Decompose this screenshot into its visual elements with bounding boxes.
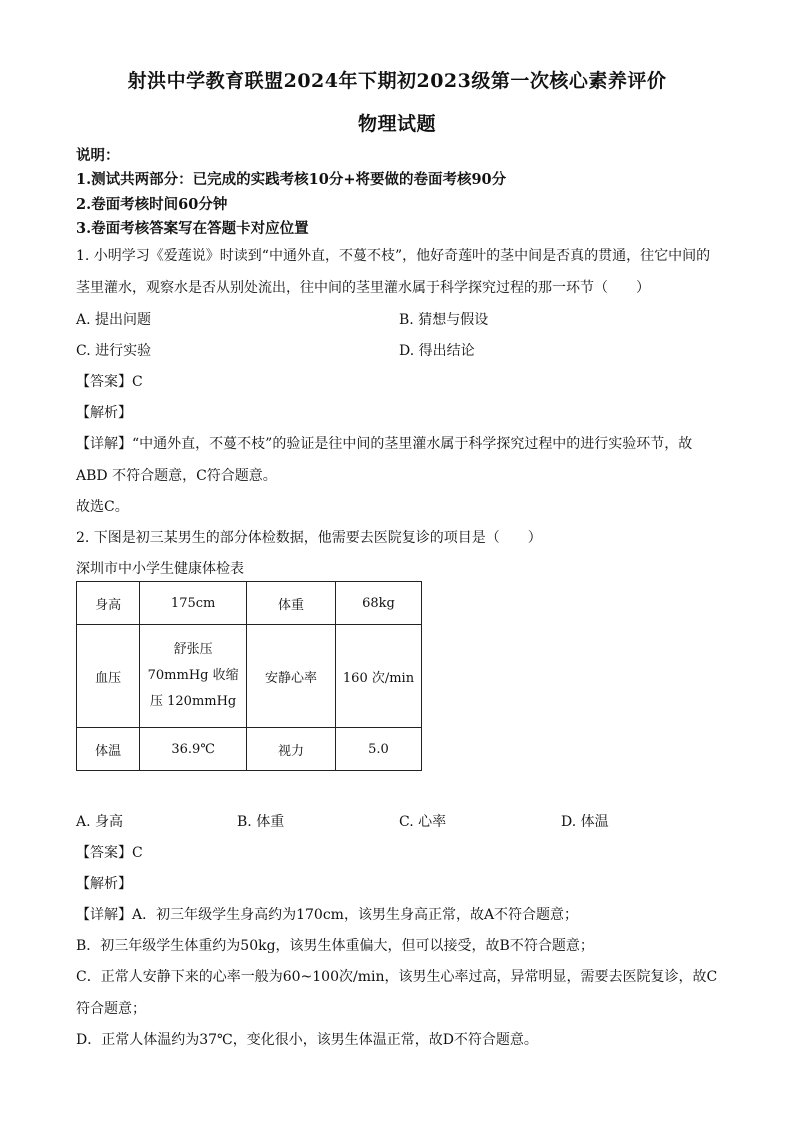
height-label: 身高 <box>77 582 140 625</box>
bp-value-line-1: 舒张压 <box>173 642 213 657</box>
q2-option-d: D. 体温 <box>561 814 609 830</box>
q1-answer: 【答案】C <box>76 374 143 390</box>
table-row <box>77 728 422 771</box>
weight-label: 体重 <box>246 582 335 625</box>
q1-detail-line-2: ABD 不符合题意，C符合题意。 <box>76 468 277 484</box>
blood-pressure-label: 血压 <box>77 625 140 728</box>
q1-analysis-heading: 【解析】 <box>76 405 132 421</box>
exam-subject-title: 物理试题 <box>357 113 436 135</box>
health-check-table <box>76 581 422 771</box>
bp-value-line-3: 压 120mmHg <box>150 694 237 709</box>
blood-pressure-value <box>140 625 247 728</box>
q1-detail-line-1: 【详解】“中通外直，不蔓不枝”的验证是往中间的茎里灌水属于科学探究过程中的进行实验环节，故 <box>76 436 693 452</box>
q1-option-d: D. 得出结论 <box>399 343 475 359</box>
q2-option-c: C. 心率 <box>399 814 447 830</box>
table-row <box>77 582 422 625</box>
q1-option-a: A. 提出问题 <box>76 312 152 328</box>
height-value: 175cm <box>140 582 247 625</box>
q1-option-b: B. 猜想与假设 <box>399 312 489 328</box>
q2-analysis-heading: 【解析】 <box>76 876 132 892</box>
q2-detail-c-line-2: 符合题意； <box>76 1001 146 1017</box>
vision-value: 5.0 <box>336 728 422 771</box>
heart-rate-label: 安静心率 <box>246 625 335 728</box>
q1-stem-line-1: 1. 小明学习《爱莲说》时读到“中通外直，不蔓不枝”，他好奇莲叶的茎中间是否真的贯通，往它中间的 <box>76 248 711 264</box>
vision-label: 视力 <box>246 728 335 771</box>
q2-option-a: A. 身高 <box>76 814 124 830</box>
note-item-1: 1.测试共两部分：已完成的实践考核10分+将要做的卷面考核90分 <box>76 171 507 188</box>
q2-table-caption: 深圳市中小学生健康体检表 <box>76 561 244 577</box>
table-row <box>77 625 422 728</box>
q1-conclusion: 故选C。 <box>76 499 129 515</box>
note-item-3: 3.卷面考核答案写在答题卡对应位置 <box>76 220 309 237</box>
temperature-value: 36.9℃ <box>140 728 247 771</box>
note-item-2: 2.卷面考核时间60分钟 <box>76 196 228 213</box>
temperature-label: 体温 <box>77 728 140 771</box>
bp-value-line-2: 70mmHg 收缩 <box>147 668 239 683</box>
heart-rate-value: 160 次/min <box>336 625 422 728</box>
q1-option-c: C. 进行实验 <box>76 343 152 359</box>
q2-detail-d: D．正常人体温约为37℃，变化很小，该男生体温正常，故D不符合题意。 <box>76 1032 538 1048</box>
q2-detail-b: B．初三年级学生体重约为50kg，该男生体重偏大，但可以接受，故B不符合题意； <box>76 938 594 954</box>
q2-detail-c-line-1: C．正常人安静下来的心率一般为60~100次/min，该男生心率过高，异常明显，需要去医院复诊，故C <box>76 969 718 985</box>
weight-value: 68kg <box>336 582 422 625</box>
q2-detail-a: 【详解】A．初三年级学生身高约为170cm，该男生身高正常，故A不符合题意； <box>76 907 579 923</box>
q2-answer: 【答案】C <box>76 845 143 861</box>
q1-stem-line-2: 茎里灌水，观察水是否从别处流出，往中间的茎里灌水属于科学探究过程的那一环节（ ） <box>76 280 650 296</box>
notes-heading: 说明： <box>76 147 120 164</box>
q2-stem: 2. 下图是初三某男生的部分体检数据，他需要去医院复诊的项目是（ ） <box>76 530 542 546</box>
q2-option-b: B. 体重 <box>237 814 285 830</box>
exam-title: 射洪中学教育联盟2024年下期初2023级第一次核心素养评价 <box>127 70 667 92</box>
